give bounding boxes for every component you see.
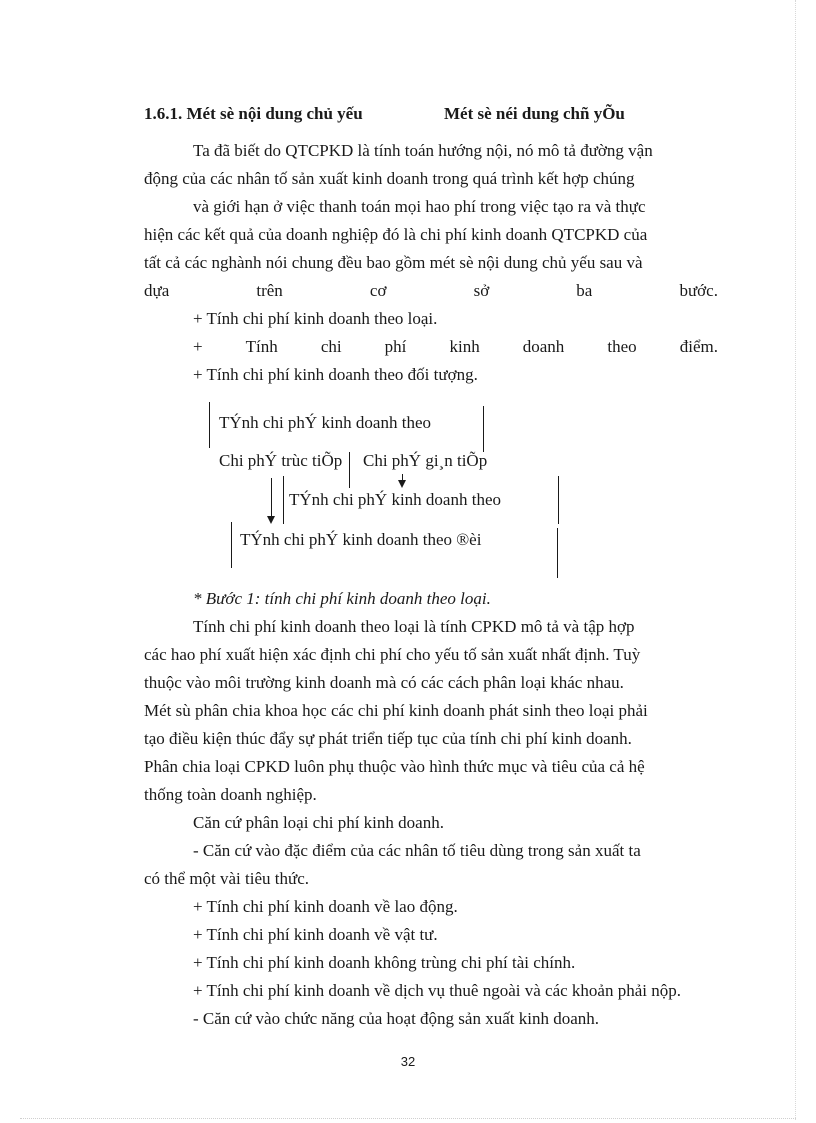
diagram-line: [349, 452, 350, 488]
basis-1-line-1: - Căn cứ vào đặc điểm của các nhân tố tiêu dùng trong sản xuất ta: [193, 841, 641, 860]
word: theo: [607, 337, 637, 356]
diagram-direct-cost: Chi phÝ trùc tiÕp: [219, 451, 343, 470]
step-item-1: + Tính chi phí kinh doanh theo loại.: [193, 309, 438, 328]
step-1-line-2: các hao phí xuất hiện xác định chi phí cho yếu tố sản xuất nhất định. Tuỳ: [144, 645, 641, 664]
section-heading: 1.6.1. Mét sè nội dung chủ yếu: [144, 104, 363, 123]
classification-item-4: + Tính chi phí kinh doanh về dịch vụ thuê ngoài và các khoản phải nộp.: [193, 981, 681, 1000]
word: phí: [384, 337, 407, 356]
step-1-line-1: Tính chi phí kinh doanh theo loại là tính CPKD mô tả và tập hợp: [193, 617, 635, 636]
diagram-line: [231, 522, 232, 568]
section-heading-garbled: Mét sè néi dung chñ yÕu: [444, 104, 625, 123]
basis-2: - Căn cứ vào chức năng của hoạt động sản xuất kinh doanh.: [193, 1009, 600, 1028]
word: điểm.: [679, 337, 718, 356]
step-item-2: [193, 336, 718, 358]
word: dựa: [144, 281, 170, 300]
word: cơ: [369, 281, 387, 300]
word: chi: [320, 337, 342, 356]
step-1-line-6: Phân chia loại CPKD luôn phụ thuộc vào hình thức mục và tiêu của cả hệ: [144, 757, 645, 776]
page-right-border: [795, 0, 796, 1120]
word: +: [193, 337, 203, 356]
page-bottom-border: [20, 1118, 796, 1119]
intro-line-2: động của các nhân tố sản xuất kinh doanh trong quá trình kết hợp chúng: [144, 169, 635, 188]
classification-item-2: + Tính chi phí kinh doanh về vật tư.: [193, 925, 438, 944]
basis-1-line-2: có thể một vài tiêu thức.: [144, 869, 310, 888]
diagram-line: [483, 406, 484, 452]
step-1-line-4: Mét sù phân chia khoa học các chi phí kinh doanh phát sinh theo loại phải: [144, 701, 648, 720]
word: bước.: [679, 281, 718, 300]
diagram-line: [558, 476, 559, 524]
word: sở: [473, 281, 490, 300]
step-1-line-5: tạo điều kiện thúc đẩy sự phát triển tiếp tục của tính chi phí kinh doanh.: [144, 729, 632, 748]
step-1-line-7: thống toàn doanh nghiệp.: [144, 785, 317, 804]
word: kinh: [449, 337, 480, 356]
word: ba: [576, 281, 593, 300]
word: Tính: [245, 337, 278, 356]
diagram-box-2-label: TÝnh chi phÝ kinh doanh theo: [289, 490, 501, 509]
diagram-box-3-label: TÝnh chi phÝ kinh doanh theo ®èi: [240, 530, 482, 549]
intro-line-6: [144, 280, 718, 302]
intro-line-3: và giới hạn ở việc thanh toán mọi hao phí trong việc tạo ra và thực: [193, 197, 646, 216]
diagram-line: [557, 528, 558, 578]
classification-item-3: + Tính chi phí kinh doanh không trùng chi phí tài chính.: [193, 953, 576, 972]
intro-line-1: Ta đã biết do QTCPKD là tính toán hướng nội, nó mô tả đường vận: [193, 141, 653, 160]
diagram-indirect-cost: Chi phÝ gi¸n tiÕp: [363, 451, 488, 470]
intro-line-4: hiện các kết quả của doanh nghiệp đó là chi phí kinh doanh QTCPKD của: [144, 225, 648, 244]
arrow-shaft: [271, 478, 272, 518]
word: doanh: [522, 337, 565, 356]
diagram-line: [283, 476, 284, 524]
classification-item-1: + Tính chi phí kinh doanh về lao động.: [193, 897, 458, 916]
diagram-box-1-label: TÝnh chi phÝ kinh doanh theo: [219, 413, 431, 432]
intro-line-5: tất cả các nghành nói chung đều bao gồm mét sè nội dung chủ yếu sau và: [144, 253, 643, 272]
classification-intro: Căn cứ phân loại chi phí kinh doanh.: [193, 813, 444, 832]
diagram-line: [209, 402, 210, 448]
arrow-down-icon: [267, 516, 275, 524]
step-1-line-3: thuộc vào môi trường kinh doanh mà có các cách phân loại khác nhau.: [144, 673, 624, 692]
step-item-3: + Tính chi phí kinh doanh theo đối tượng.: [193, 365, 478, 384]
arrow-down-icon: [398, 480, 406, 488]
step-1-title: * Bước 1: tính chi phí kinh doanh theo loại.: [193, 589, 491, 608]
word: trên: [256, 281, 283, 300]
page-number: 32: [400, 1054, 416, 1069]
